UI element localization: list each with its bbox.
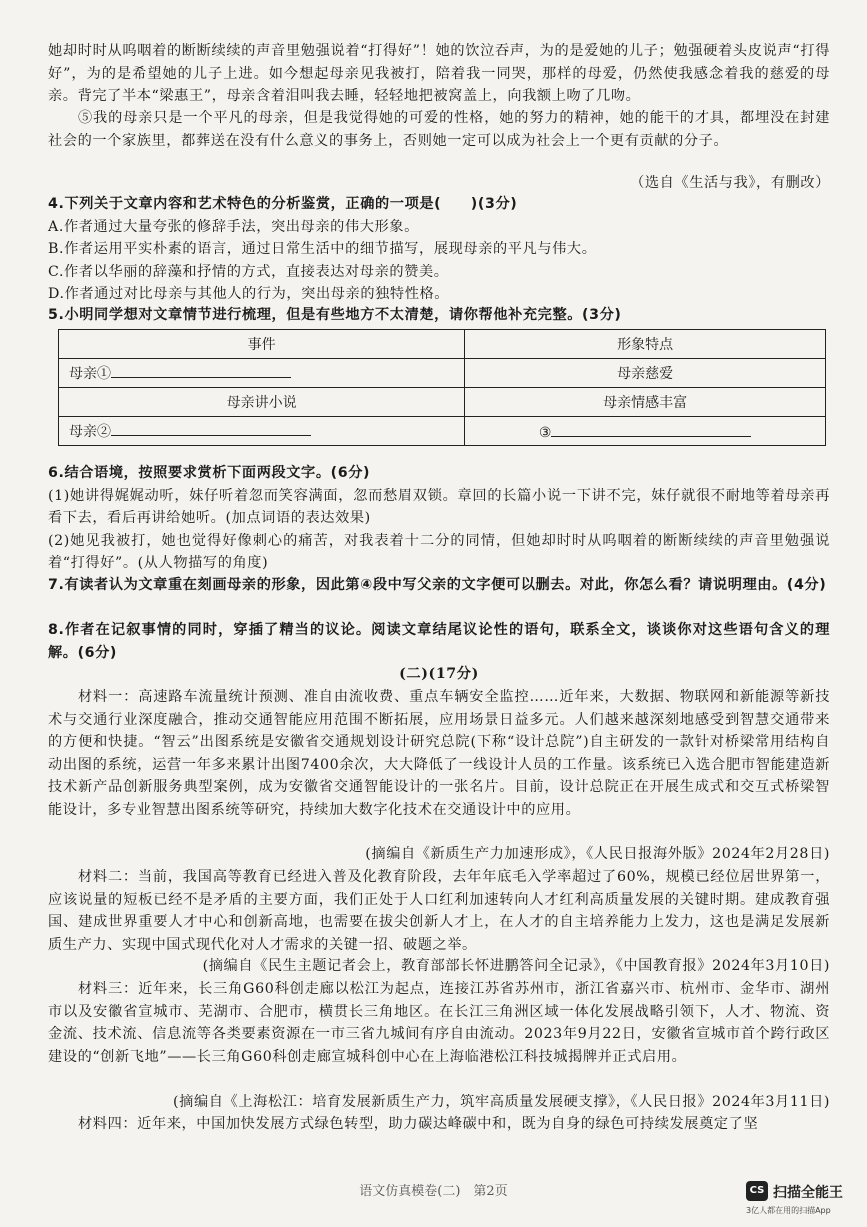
material-2-source: (摘编自《民生主题记者会上，教育部部长怀进鹏答问全记录》，《中国教育报》2024年3月10日): [202, 958, 830, 974]
table-row: [59, 417, 826, 446]
question-4: [48, 193, 830, 306]
question-7-stem: 7.有读者认为文章重在刻画母亲的形象，因此第④段中写父亲的文字便可以删去。对此，你怎么看？请说明理由。(4分): [48, 577, 827, 593]
passage-paragraph-4-end: 她却时时从呜咽着的断断续续的声音里勉强说着“打得好”！她的饮泣吞声，为的是爱她的儿子；勉强硬着头皮说声“打得好”，为的是希望她的儿子上进。如今想起母亲见我被打，陪着我一同哭，那样的母爱，仍然使我感念着我的慈爱的母亲。背完了半本“梁惠王”，母亲含着泪叫我去睡，轻轻地把被窝盖上，向我额上吻了几吻。: [48, 43, 830, 104]
material-4: 材料四：近年来，中国加快发展方式绿色转型，助力碳达峰碳中和，既为自身的绿色可持续发展奠定了坚: [78, 1116, 759, 1132]
material-1: 材料一：高速路车流量统计预测、准自由流收费、重点车辆安全监控……近年来，大数据、物联网和新能源等新技术与交通行业深度融合，推动交通智能应用范围不断拓展，应用场景日益多元。人们越来越深刻地感受到智慧交通带来的方便和快捷。“智云”出图系统是安徽省交通规划设计研究总院(下称“设计总院”)自主研发的一款针对桥梁常用结构自动出图的系统，运营一年多来累计出图7400余次，大大降低了一线设计人员的工作量。该系统已入选合肥市智能建造新技术新产品创新服务典型案例，成为安徽省交通智能设计的一张名片。目前，设计总院正在开展生成式和交互式桥梁智能设计，多专业智慧出图系统等研究，持续加大数字化技术在交通设计中的应用。: [48, 689, 830, 818]
material-2: 材料二：当前，我国高等教育已经进入普及化教育阶段，去年年底毛入学率超过了60%，规模已经位居世界第一，应该说量的短板已经不是矛盾的主要方面，我们正处于人口红利加速转向人才红利高质量发展的关键时期。建成教育强国、建成世界重要人才中心和创新高地，也需要在拔尖创新人才上，在人才的自主培养能力上发力，这也是满足发展新质生产力、实现中国式现代化对人才需求的关键一招、破题之举。: [48, 869, 830, 953]
answer-blank-1[interactable]: [111, 363, 291, 378]
material-1-source: (摘编自《新质生产力加速形成》，《人民日报海外版》2024年2月28日): [365, 846, 830, 862]
question-8-stem: 8.作者在记叙事情的同时，穿插了精当的议论。阅读文章结尾议论性的语句，联系全文，谈谈你对这些语句含义的理解。(6分): [48, 622, 830, 661]
table-row: [59, 359, 826, 388]
question-4-stem: 4.下列关于文章内容和艺术特色的分析鉴赏，正确的一项是( )(3分): [48, 196, 518, 212]
answer-blank-2[interactable]: [111, 421, 311, 436]
question-6-stem: 6.结合语境，按照要求赏析下面两段文字。(6分): [48, 465, 371, 481]
passage-paragraph-5: ⑤我的母亲只是一个平凡的母亲，但是我觉得她的可爱的性格，她的努力的精神，她的能干的才具，都埋没在封建社会的一个家族里，都葬送在没有什么意义的事务上，否则她一定可以成为社会上一个更有贡献的分子。: [48, 110, 830, 149]
option-d: D.作者通过对比母亲与其他人的行为，突出母亲的独特性格。: [48, 286, 450, 302]
table-header-trait: 形象特点: [465, 330, 826, 359]
scanner-watermark: [746, 1181, 856, 1221]
plot-table: [58, 329, 826, 446]
option-c: C.作者以华丽的辞藻和抒情的方式，直接表达对母亲的赞美。: [48, 263, 449, 280]
passage-source: （选自《生活与我》，有删改）: [630, 175, 830, 191]
section-2-title: (二)(17分): [399, 666, 479, 682]
material-3-source: (摘编自《上海松江：培育发展新质生产力，筑牢高质量发展硬支撑》，《人民日报》2024年3月11日): [173, 1094, 830, 1110]
option-a: A.作者通过大量夸张的修辞手法，突出母亲的伟大形象。: [48, 218, 419, 235]
question-6-part-2: (2)她见我被打，她也觉得好像刺心的痛苦，对我表着十二分的同情，但她却时时从呜咽着的断断续续的声音里勉强说着“打得好”。(从人物描写的角度): [48, 532, 830, 571]
question-6: [48, 462, 830, 575]
table-cell: 母亲讲小说: [59, 388, 465, 417]
answer-blank-3[interactable]: [551, 422, 751, 437]
question-5-stem: 5.小明同学想对文章情节进行梳理，但是有些地方不太清楚，请你帮他补充完整。(3分): [48, 307, 622, 323]
table-cell: 母亲慈爱: [465, 359, 826, 388]
table-cell: 母亲情感丰富: [465, 388, 826, 417]
option-b: B.作者运用平实朴素的语言，通过日常生活中的细节描写，展现母亲的平凡与伟大。: [48, 241, 597, 257]
watermark-tagline: 3亿人都在用的扫描App: [746, 1206, 831, 1215]
table-row: [59, 388, 826, 417]
table-cell: 母亲②: [59, 417, 465, 446]
table-cell: 母亲①: [59, 359, 465, 388]
material-3: 材料三：近年来，长三角G60科创走廊以松江为起点，连接江苏省苏州市，浙江省嘉兴市、杭州市、金华市、湖州市以及安徽省宣城市、芜湖市、合肥市，横贯长三角地区。在长江三角洲区域一体化发展战略引领下，人才、物流、资金流、技术流、信息流等各类要素资源在一市三省九城间有序自由流动。2023年9月22日，安徽省宣城市首个跨行政区建设的“创新飞地”——长三角G60科创走廊宣城科创中心在上海临港松江科技城揭牌并正式启用。: [48, 981, 830, 1065]
table-header-event: 事件: [59, 330, 465, 359]
page-footer: 语文仿真模卷(二) 第2页: [359, 1184, 508, 1199]
camscanner-logo-icon: CS: [746, 1181, 768, 1201]
watermark-brand: 扫描全能王: [773, 1185, 843, 1201]
table-cell: ③: [465, 417, 826, 446]
question-6-part-1: (1)她讲得娓娓动听，妹仔听着忽而笑容满面，忽而愁眉双锁。章回的长篇小说一下讲不完，妹仔就很不耐地等着母亲再看下去，看后再讲给她听。(加点词语的表达效果): [48, 487, 830, 526]
